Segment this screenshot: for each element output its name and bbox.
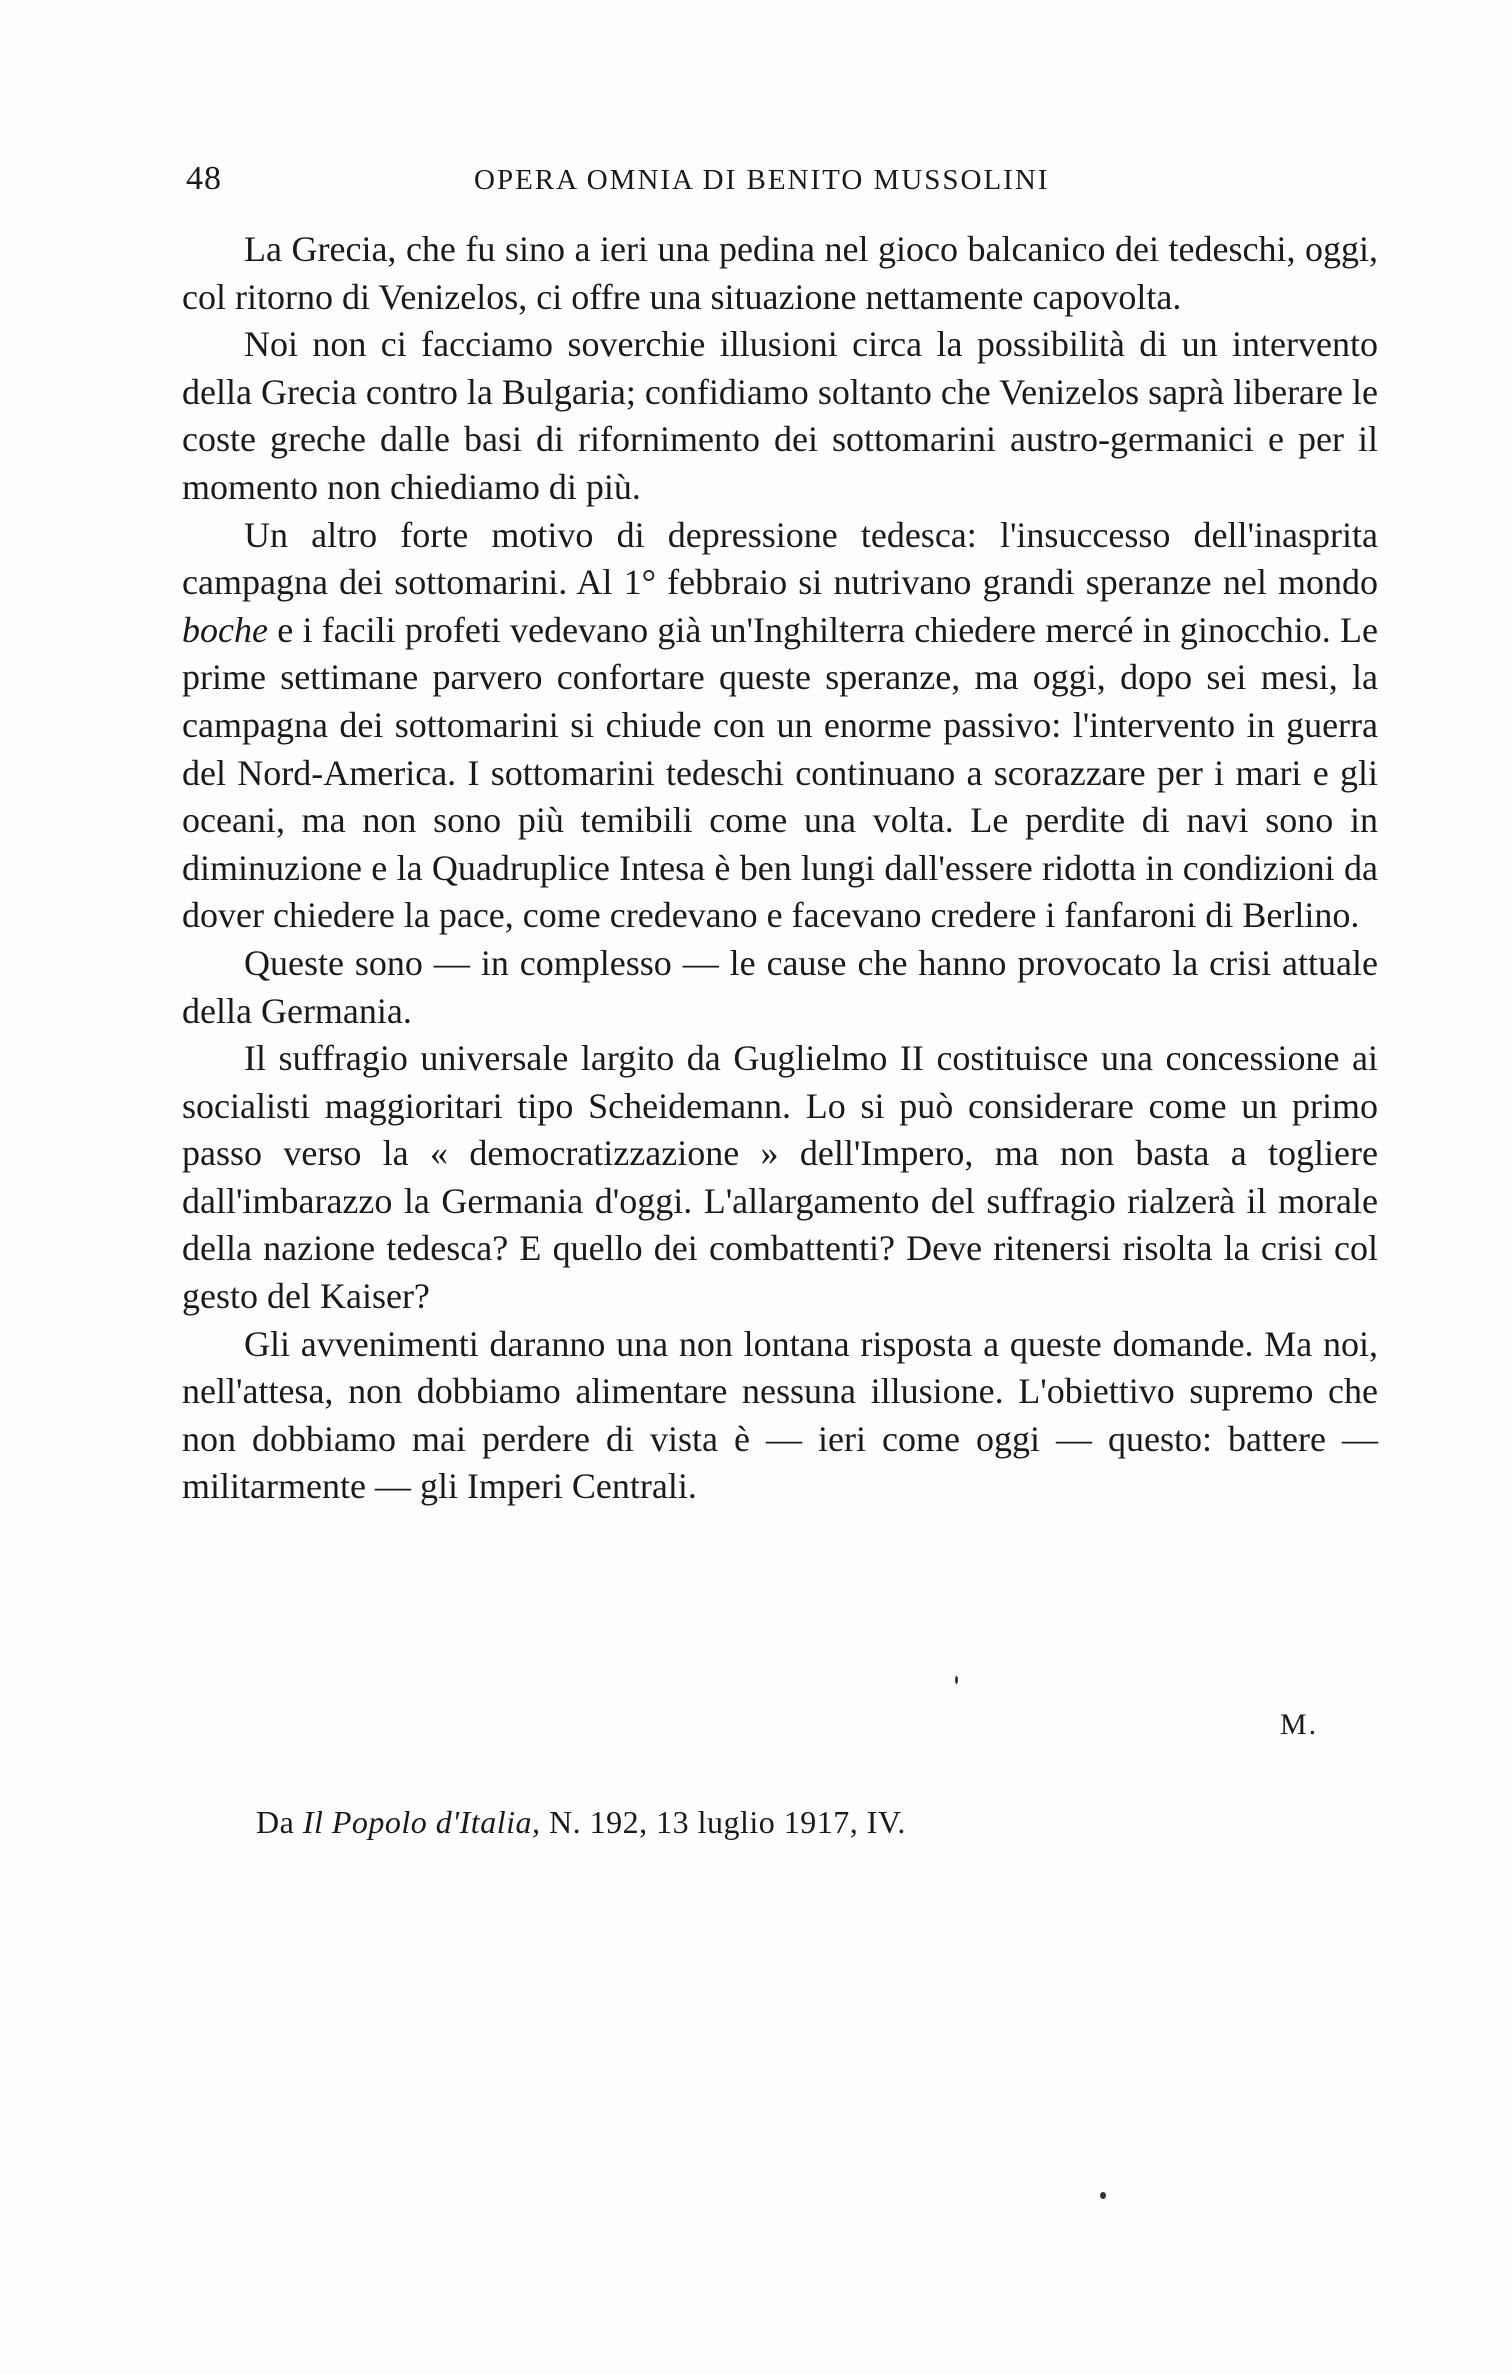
paragraph: Il suffragio universale largito da Guglielmo II costituisce una concessione ai socialisti maggioritari tipo Scheidemann. Lo si può considerare come un primo passo verso la « democratizzazione » dell'Impero, ma non basta a togliere dall'imbarazzo la Germania d'oggi. L'allargamento del suffragio rialzerà il morale della nazione tedesca? E quello dei combattenti? Deve ritenersi risolta la crisi col gesto del Kaiser? <box>182 1038 1378 1317</box>
italic-word: boche <box>182 609 268 650</box>
signature: M. <box>1280 1708 1319 1741</box>
body-text <box>182 226 1378 1511</box>
page-number: 48 <box>186 160 222 197</box>
source-prefix: Da <box>256 1804 303 1840</box>
source-citation <box>256 1804 906 1841</box>
source-details: N. 192, 13 luglio 1917, IV. <box>540 1804 906 1840</box>
paragraph: Queste sono — in complesso — le cause che hanno provocato la crisi attuale della Germania. <box>182 942 1378 1031</box>
paragraph: La Grecia, che fu sino a ieri una pedina nel gioco balcanico dei tedeschi, oggi, col ritorno di Venizelos, ci offre una situazione nettamente capovolta. <box>182 229 1378 317</box>
paragraph: Un altro forte motivo di depressione tedesca: l'insuccesso dell'inasprita campagna dei sottomarini. Al 1° febbraio si nutrivano grandi speranze nel mondo boche e i facili profeti vedevano già un'Inghilterra chiedere mercé in ginocchio. Le prime settimane parvero confortare queste speranze, ma oggi, dopo sei mesi, la campagna dei sottomarini si chiude con un enorme passivo: l'intervento in guerra del Nord-America. I sottomarini tedeschi continuano a scorazzare per i mari e gli oceani, ma non sono più temibili come una volta. Le perdite di navi sono in diminuzione e la Quadruplice Intesa è ben lungi dall'essere ridotta in condizioni da dover chiedere la pace, come credevano e facevano credere i fanfaroni di Berlino. <box>182 514 1378 936</box>
scan-speck <box>955 1676 958 1684</box>
source-title: Il Popolo d'Italia, <box>302 1804 541 1840</box>
paragraph: Noi non ci facciamo soverchie illusioni circa la possibilità di un intervento della Grecia contro la Bulgaria; confidiamo soltanto che Venizelos saprà liberare le coste greche dalle basi di rifornimento dei sottomarini austro-germanici e per il momento non chiediamo di più. <box>182 324 1378 507</box>
scan-speck <box>1100 2192 1106 2199</box>
running-head: OPERA OMNIA DI BENITO MUSSOLINI <box>474 164 1050 196</box>
page-header <box>186 160 1386 208</box>
paragraph: Gli avvenimenti daranno una non lontana risposta a queste domande. Ma noi, nell'attesa, non dobbiamo alimentare nessuna illusione. L'obiettivo supremo che non dobbiamo mai perdere di vista è — ieri come oggi — questo: battere — militarmente — gli Imperi Centrali. <box>182 1323 1378 1507</box>
